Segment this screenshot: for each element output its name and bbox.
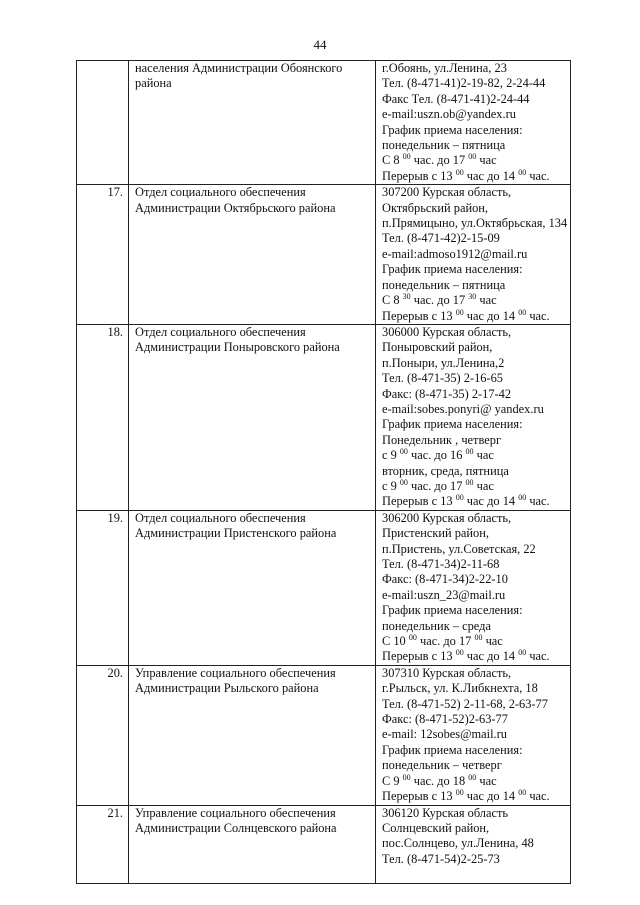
contacts-table bbox=[76, 60, 571, 884]
organization-name-line: Администрации Рыльского района bbox=[135, 681, 319, 696]
contact-info-line: e-mail:admoso1912@mail.ru bbox=[382, 246, 528, 261]
minutes-superscript: 00 bbox=[518, 648, 527, 658]
contact-info-line: г.Рыльск, ул. К.Либкнехта, 18 bbox=[382, 681, 538, 696]
office-hours-line: с 9 $^{00}$ час. до 17 $^{00}$ час bbox=[382, 477, 494, 493]
minutes-superscript: 00 bbox=[465, 447, 474, 457]
organization-name-line: населения Администрации Обоянского bbox=[135, 61, 343, 75]
minutes-superscript: 00 bbox=[468, 772, 477, 782]
contact-info-line: Поныровский район, bbox=[382, 340, 493, 355]
contact-info-line: Солнцевский район, bbox=[382, 820, 490, 835]
contact-info-line: Факс: (8-471-52)2-63-77 bbox=[382, 712, 508, 727]
organization-name-line: Администрации Октябрьского района bbox=[135, 200, 336, 215]
minutes-superscript: 00 bbox=[402, 772, 411, 782]
minutes-superscript: 00 bbox=[399, 447, 408, 457]
organization-name-cell bbox=[129, 805, 376, 883]
office-hours-line: Перерыв с 13 $^{00}$ час до 14 $^{00}$ час. bbox=[382, 648, 550, 664]
minutes-superscript: 00 bbox=[408, 633, 417, 643]
contact-info-line: График приема населения: bbox=[382, 742, 523, 757]
blank-line bbox=[382, 867, 570, 882]
minutes-superscript: 00 bbox=[455, 648, 464, 658]
table-row bbox=[77, 510, 571, 665]
organization-name-line: Отдел социального обеспечения bbox=[135, 185, 306, 200]
contact-info-line: понедельник – пятница bbox=[382, 138, 506, 153]
contact-info-line: e-mail:uszn_23@mail.ru bbox=[382, 587, 506, 602]
minutes-superscript: 30 bbox=[468, 292, 477, 302]
contact-info-line: Факс: (8-471-34)2-22-10 bbox=[382, 572, 508, 587]
contact-info-line: п.Прямицыно, ул.Октябрьская, 134 bbox=[382, 216, 568, 231]
row-number-cell: 20. bbox=[77, 665, 129, 805]
organization-name-line: Отдел социального обеспечения bbox=[135, 510, 306, 525]
organization-name-line: Управление социального обеспечения bbox=[135, 805, 336, 820]
contact-info-line: Понедельник , четверг bbox=[382, 432, 502, 447]
contact-info-line: Тел. (8-471-52) 2-11-68, 2-63-77 bbox=[382, 696, 548, 711]
office-hours-line: Перерыв с 13 $^{00}$ час до 14 $^{00}$ час. bbox=[382, 167, 550, 183]
contact-info-cell bbox=[376, 61, 571, 185]
office-hours-line: Перерыв с 13 $^{00}$ час до 14 $^{00}$ час. bbox=[382, 788, 550, 804]
minutes-superscript: 00 bbox=[518, 167, 527, 177]
minutes-superscript: 00 bbox=[455, 788, 464, 798]
contact-info-line: 307200 Курская область, bbox=[382, 185, 512, 200]
minutes-superscript: 00 bbox=[455, 493, 464, 503]
organization-name-line: района bbox=[135, 76, 172, 91]
contact-info-line: 307310 Курская область, bbox=[382, 665, 512, 680]
contact-info-line: График приема населения: bbox=[382, 262, 523, 277]
contact-info-line: Тел. (8-471-35) 2-16-65 bbox=[382, 371, 503, 386]
office-hours-line: С 8 $^{30}$ час. до 17 $^{30}$ час bbox=[382, 292, 497, 308]
row-number-cell: 18. bbox=[77, 324, 129, 510]
contact-info-line: г.Обоянь, ул.Ленина, 23 bbox=[382, 61, 507, 75]
contact-info-cell bbox=[376, 805, 571, 883]
contact-info-line: e-mail:uszn.ob@yandex.ru bbox=[382, 107, 516, 122]
contact-info-line: п.Пристень, ул.Советская, 22 bbox=[382, 541, 536, 556]
contact-info-cell bbox=[376, 665, 571, 805]
minutes-superscript: 00 bbox=[474, 633, 483, 643]
row-number-cell bbox=[77, 61, 129, 185]
minutes-superscript: 30 bbox=[402, 292, 411, 302]
row-number-cell: 21. bbox=[77, 805, 129, 883]
office-hours-line: Перерыв с 13 $^{00}$ час до 14 $^{00}$ час. bbox=[382, 307, 550, 323]
organization-name-line: Администрации Поныровского района bbox=[135, 340, 340, 355]
minutes-superscript: 00 bbox=[518, 788, 527, 798]
minutes-superscript: 00 bbox=[465, 477, 474, 487]
minutes-superscript: 00 bbox=[455, 307, 464, 317]
organization-name-line: Отдел социального обеспечения bbox=[135, 324, 306, 339]
organization-name-line: Администрации Солнцевского района bbox=[135, 820, 337, 835]
contacts-table-body bbox=[77, 61, 571, 884]
contact-info-line: e-mail:sobes.ponyri@ yandex.ru bbox=[382, 401, 544, 416]
minutes-superscript: 00 bbox=[402, 152, 411, 162]
table-row bbox=[77, 805, 571, 883]
organization-name-cell bbox=[129, 324, 376, 510]
organization-name-cell bbox=[129, 61, 376, 185]
contact-info-line: Октябрьский район, bbox=[382, 200, 489, 215]
organization-name-line: Администрации Пристенского района bbox=[135, 526, 337, 541]
contact-info-line: График приема населения: bbox=[382, 603, 523, 618]
organization-name-cell bbox=[129, 510, 376, 665]
office-hours-line: С 10 $^{00}$ час. до 17 $^{00}$ час bbox=[382, 633, 503, 649]
contact-info-line: Факс: (8-471-35) 2-17-42 bbox=[382, 386, 512, 401]
contact-info-line: п.Поныри, ул.Ленина,2 bbox=[382, 355, 505, 370]
contact-info-line: понедельник – четверг bbox=[382, 758, 502, 773]
organization-name-cell bbox=[129, 185, 376, 325]
contact-info-line: Факс Тел. (8-471-41)2-24-44 bbox=[382, 91, 530, 106]
contact-info-line: График приема населения: bbox=[382, 122, 523, 137]
minutes-superscript: 00 bbox=[518, 493, 527, 503]
contact-info-line: Тел. (8-471-42)2-15-09 bbox=[382, 231, 500, 246]
organization-name-cell bbox=[129, 665, 376, 805]
table-row bbox=[77, 324, 571, 510]
contact-info-line: Тел. (8-471-41)2-19-82, 2-24-44 bbox=[382, 76, 546, 91]
page-number: 44 bbox=[313, 37, 327, 52]
contact-info-line: 306200 Курская область, bbox=[382, 510, 512, 525]
table-row bbox=[77, 185, 571, 325]
contact-info-line: понедельник – среда bbox=[382, 618, 491, 633]
office-hours-line: С 9 $^{00}$ час. до 18 $^{00}$ час bbox=[382, 772, 497, 788]
minutes-superscript: 00 bbox=[468, 152, 477, 162]
minutes-superscript: 00 bbox=[518, 307, 527, 317]
minutes-superscript: 00 bbox=[399, 477, 408, 487]
table-row bbox=[77, 61, 571, 185]
organization-name-line: Управление социального обеспечения bbox=[135, 665, 336, 680]
contact-info-line: Пристенский район, bbox=[382, 526, 489, 541]
row-number-cell: 19. bbox=[77, 510, 129, 665]
table-row bbox=[77, 665, 571, 805]
row-number-cell: 17. bbox=[77, 185, 129, 325]
minutes-superscript: 00 bbox=[455, 167, 464, 177]
contact-info-line: пос.Солнцево, ул.Ленина, 48 bbox=[382, 836, 534, 851]
contact-info-line: График приема населения: bbox=[382, 417, 523, 432]
contact-info-line: 306000 Курская область, bbox=[382, 324, 512, 339]
contact-info-line: 306120 Курская область bbox=[382, 805, 509, 820]
office-hours-line: вторник, среда, пятница bbox=[382, 463, 509, 478]
contact-info-cell bbox=[376, 324, 571, 510]
contact-info-cell bbox=[376, 510, 571, 665]
contact-info-line: e-mail: 12sobes@mail.ru bbox=[382, 727, 507, 742]
contact-info-cell bbox=[376, 185, 571, 325]
contact-info-line: понедельник – пятница bbox=[382, 277, 506, 292]
office-hours-line: С 8 $^{00}$ час. до 17 $^{00}$ час bbox=[382, 152, 497, 168]
office-hours-line: Перерыв с 13 $^{00}$ час до 14 $^{00}$ час. bbox=[382, 493, 550, 509]
contact-info-line: Тел. (8-471-54)2-25-73 bbox=[382, 851, 500, 866]
office-hours-line: с 9 $^{00}$ час. до 16 $^{00}$ час bbox=[382, 447, 494, 463]
contact-info-line: Тел. (8-471-34)2-11-68 bbox=[382, 557, 500, 571]
